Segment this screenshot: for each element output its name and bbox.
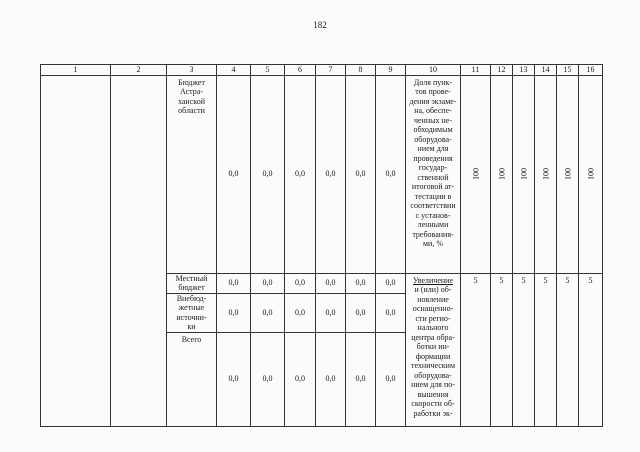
value-cell: 0,0 — [316, 332, 346, 426]
col1-cell — [41, 75, 111, 426]
value-cell: 0,0 — [285, 293, 316, 332]
header-cell: 16 — [579, 65, 603, 76]
header-cell: 13 — [513, 65, 535, 76]
value-cell: 0,0 — [285, 332, 316, 426]
page-number: 182 — [313, 20, 327, 30]
funding-source-cell: Местный бюджет — [167, 273, 217, 293]
table-row — [41, 75, 603, 273]
target-value-cell: 100 — [579, 75, 603, 273]
value-cell: 0,0 — [316, 75, 346, 273]
value-cell: 0,0 — [251, 332, 285, 426]
funding-source-cell: Всего — [167, 332, 217, 426]
program-table — [40, 64, 603, 427]
header-cell: 6 — [285, 65, 316, 76]
header-cell: 2 — [111, 65, 167, 76]
value-cell: 0,0 — [217, 75, 251, 273]
target-value-cell: 100 — [535, 75, 557, 273]
target-value-cell: 5 — [579, 273, 603, 426]
header-cell: 1 — [41, 65, 111, 76]
value-cell: 0,0 — [376, 293, 406, 332]
funding-source-cell: Внебюд- жетные источни- ки — [167, 293, 217, 332]
header-cell: 9 — [376, 65, 406, 76]
value-cell: 0,0 — [346, 75, 376, 273]
target-value-cell: 5 — [491, 273, 513, 426]
header-cell: 5 — [251, 65, 285, 76]
target-value-cell: 5 — [461, 273, 491, 426]
value-cell: 0,0 — [376, 332, 406, 426]
value-cell: 0,0 — [251, 75, 285, 273]
target-value-cell: 5 — [535, 273, 557, 426]
header-cell: 14 — [535, 65, 557, 76]
funding-source-cell: Бюджет Астра- ханской области — [167, 75, 217, 273]
header-cell: 8 — [346, 65, 376, 76]
value-cell: 0,0 — [217, 273, 251, 293]
value-cell: 0,0 — [346, 332, 376, 426]
value-cell: 0,0 — [251, 273, 285, 293]
target-value-cell: 5 — [557, 273, 579, 426]
target-value-cell: 100 — [461, 75, 491, 273]
target-value-cell: 100 — [557, 75, 579, 273]
col2-cell — [111, 75, 167, 426]
value-cell: 0,0 — [251, 293, 285, 332]
header-cell: 10 — [406, 65, 461, 76]
target-value-cell: 5 — [513, 273, 535, 426]
header-row — [41, 65, 603, 76]
value-cell: 0,0 — [346, 273, 376, 293]
value-cell: 0,0 — [316, 273, 346, 293]
value-cell: 0,0 — [316, 293, 346, 332]
value-cell: 0,0 — [285, 75, 316, 273]
header-cell: 15 — [557, 65, 579, 76]
target-value-cell: 100 — [491, 75, 513, 273]
value-cell: 0,0 — [346, 293, 376, 332]
target-value-cell: 100 — [513, 75, 535, 273]
value-cell: 0,0 — [376, 273, 406, 293]
header-cell: 11 — [461, 65, 491, 76]
header-cell: 12 — [491, 65, 513, 76]
header-cell: 3 — [167, 65, 217, 76]
header-cell: 4 — [217, 65, 251, 76]
header-cell: 7 — [316, 65, 346, 76]
indicator-cell: Доля пунк- тов прове- дения экзаме- на, обеспе- ченных не- обходимым оборудова- нием для проведения государ- ственной итоговой ат- тестации в соответствии с установ- ленными требования- ми, % — [406, 75, 461, 273]
value-cell: 0,0 — [285, 273, 316, 293]
value-cell: 0,0 — [217, 293, 251, 332]
value-cell: 0,0 — [217, 332, 251, 426]
indicator-cell: Увеличение и (или) об- новление оснащенно- сти регио- нального центра обра- ботки ин- формации техническим оборудова- нием для по- вышения скорости об- работки эк- — [406, 273, 461, 426]
value-cell: 0,0 — [376, 75, 406, 273]
